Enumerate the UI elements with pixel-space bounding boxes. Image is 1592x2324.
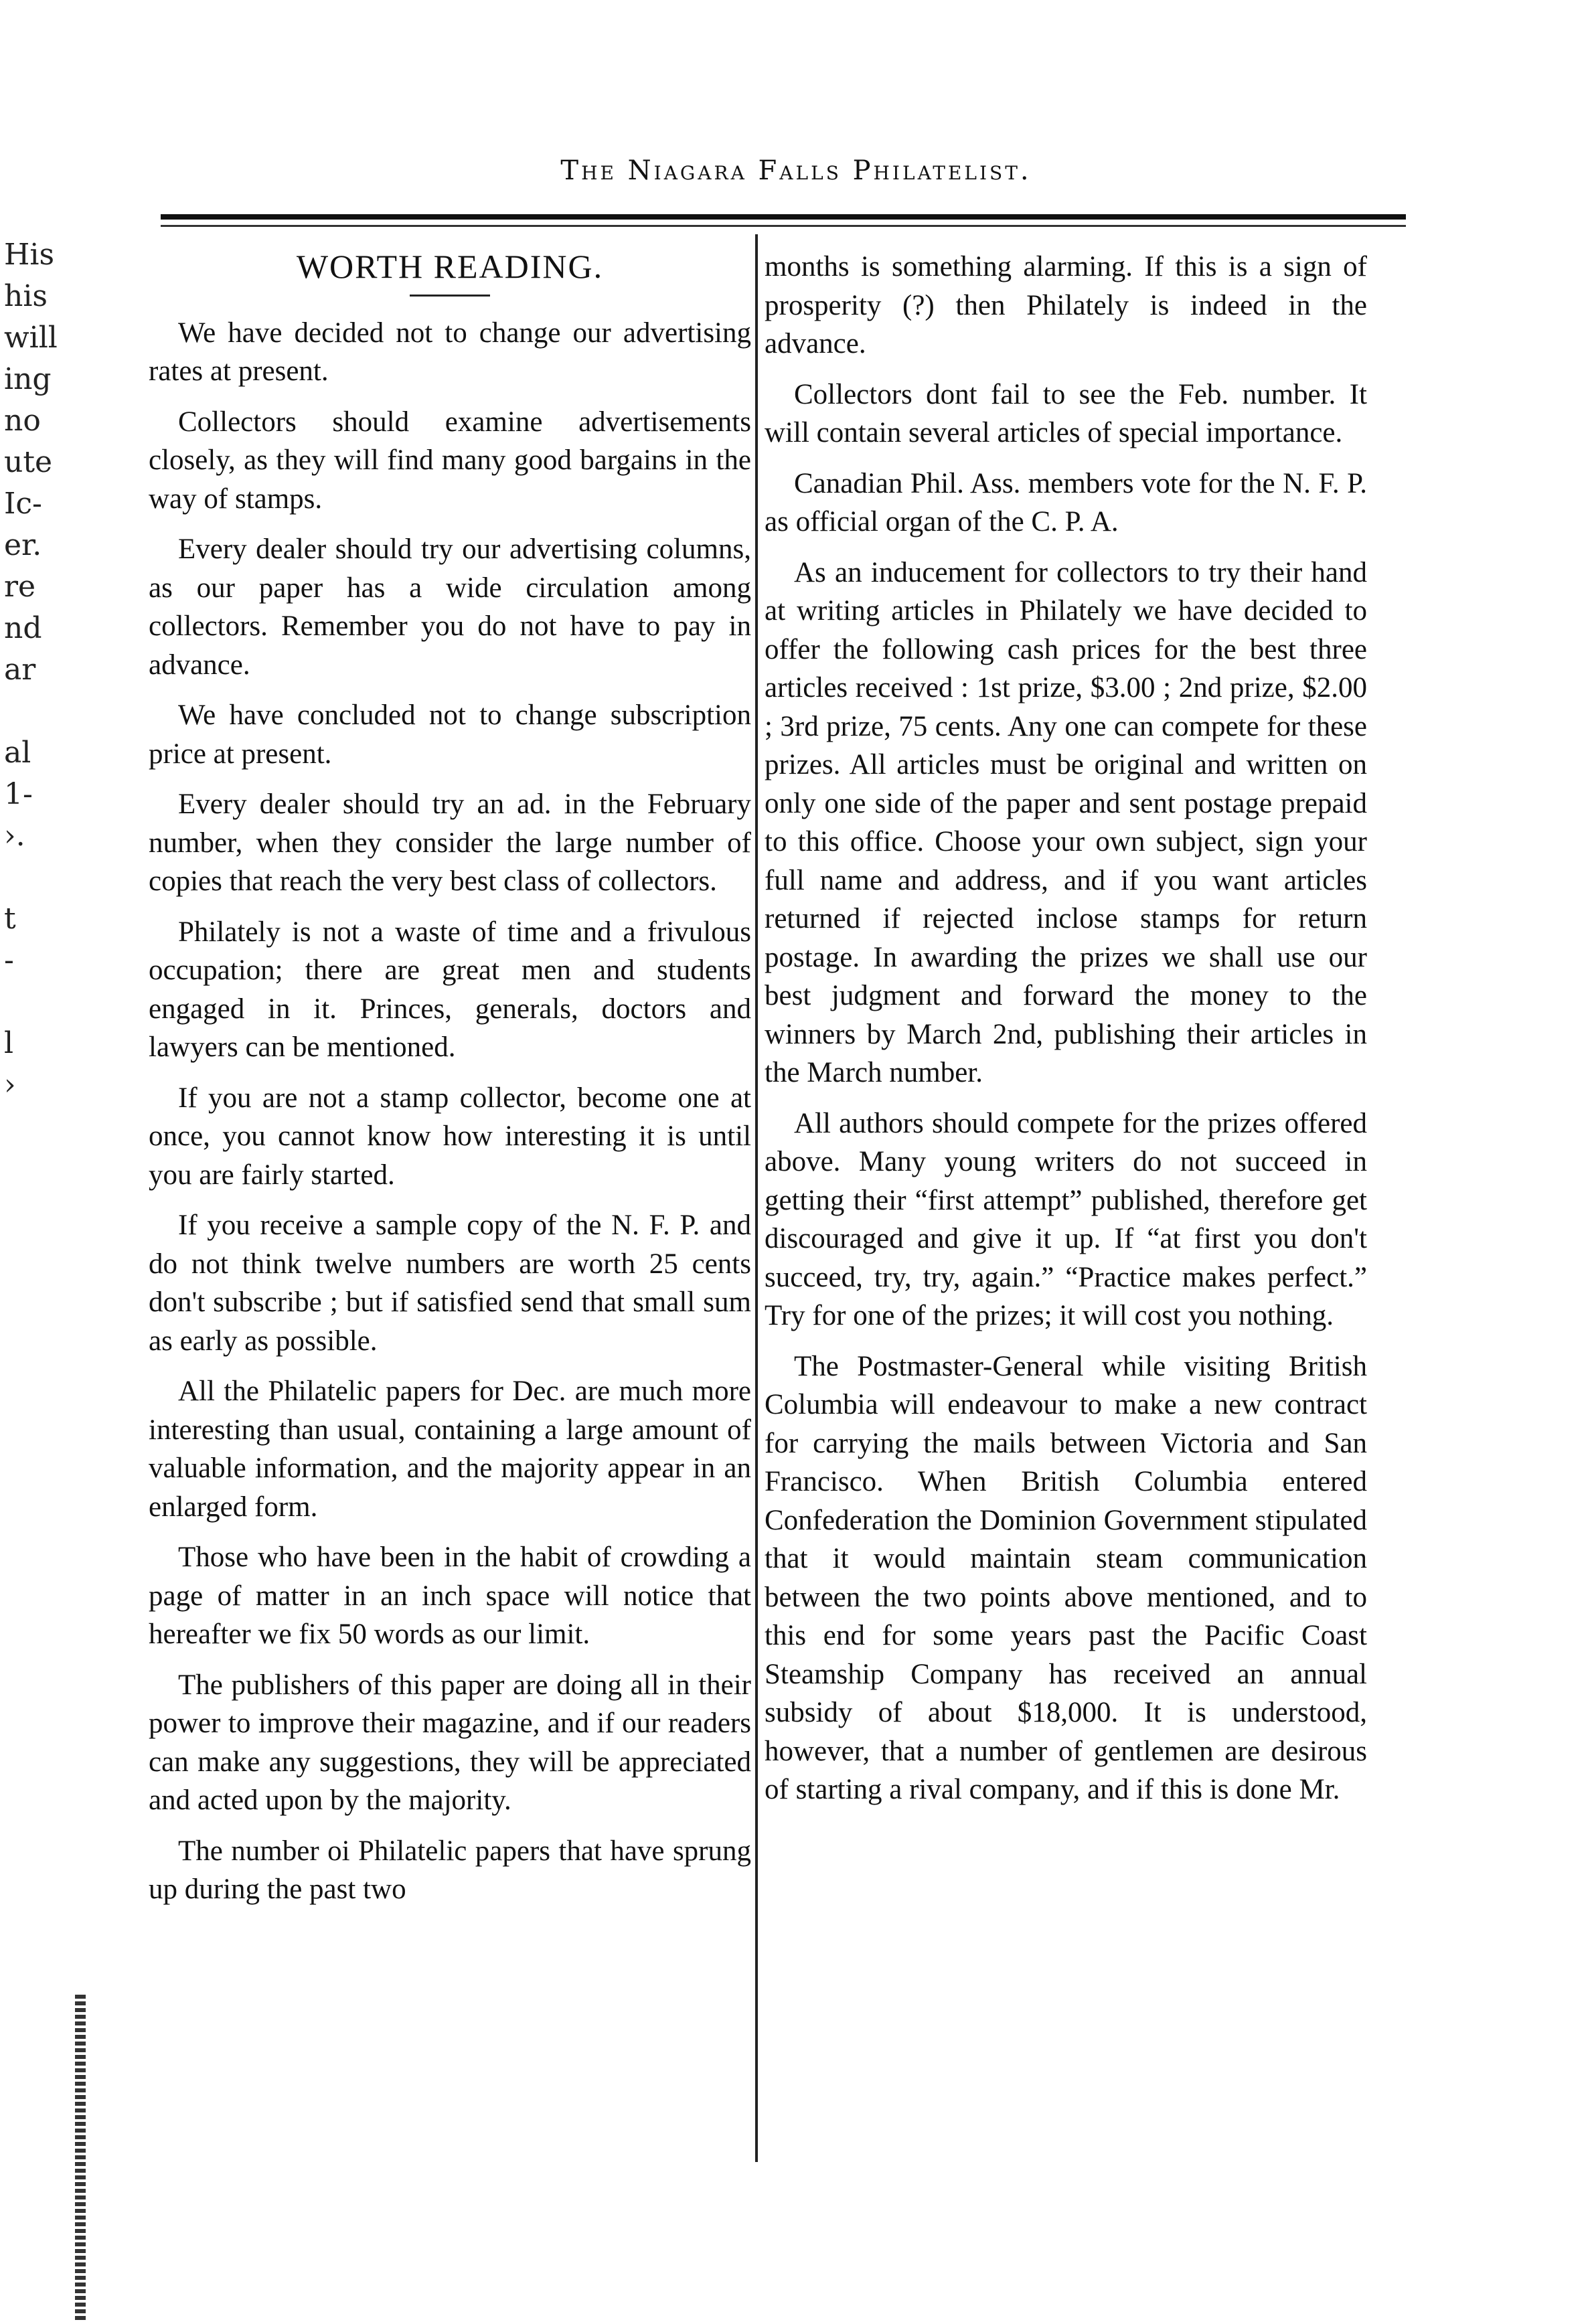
margin-fragment: 1- bbox=[4, 777, 33, 811]
binding-edge bbox=[75, 1995, 86, 2323]
margin-fragment: al bbox=[4, 736, 31, 770]
column-divider bbox=[755, 234, 758, 2162]
paragraph: The number oi Philatelic papers that have sprung up during the past two bbox=[149, 1835, 751, 1905]
paragraph: Philately is not a waste of time and a frivulous occupation; there are great men and students engaged in it. Princes, generals, doctors and lawyers can be mentioned. bbox=[149, 916, 751, 1063]
paragraph: Every dealer should try an ad. in the February number, when they consider the large number of copies that reach the very best class of collectors. bbox=[149, 788, 751, 897]
margin-fragment: t bbox=[4, 902, 16, 936]
margin-fragment: nd bbox=[4, 611, 42, 645]
left-column bbox=[149, 248, 751, 1921]
paragraph: Collectors dont fail to see the Feb. number. It will contain several articles of special importance. bbox=[765, 378, 1367, 448]
header-rule-thick bbox=[161, 214, 1406, 220]
paragraph: If you are not a stamp collector, become one at once, you cannot know how interesting it is until you are fairly started. bbox=[149, 1082, 751, 1191]
paragraph: As an inducement for collectors to try their hand at writing articles in Philately we have decided to offer the following cash prices for the best three articles received : 1st prize, $3.00 ; 2nd prize, $2.00 ; 3rd prize, 75 cents. Any one can compete for these prizes. All articles must be original and written on only one side of the paper and sent postage prepaid to this office. Choose your own subject, sign your full name and address, and if you want articles returned if rejected inclose stamps for return postage. In awarding the prizes we shall use our best judgment and forward the money to the winners by March 2nd, publishing their articles in the March number. bbox=[765, 556, 1367, 1088]
margin-fragment: Ic- bbox=[4, 487, 42, 521]
margin-fragment: ›. bbox=[4, 819, 25, 853]
margin-fragment bbox=[4, 691, 104, 732]
paragraph: If you receive a sample copy of the N. F. P. and do not think twelve numbers are worth 25 cents don't subscribe ; but if satisfied send that small sum as early as possible. bbox=[149, 1210, 751, 1357]
margin-fragment: er. bbox=[4, 528, 42, 562]
margin-fragment bbox=[4, 857, 104, 898]
paragraph: We have concluded not to change subscription price at present. bbox=[149, 699, 751, 770]
paragraph: The Postmaster-General while visiting British Columbia will endeavour to make a new contract for carrying the mails between Victoria and San Francisco. When British Columbia entered Confederation the Dominion Government stipulated that it would maintain steam communication between the two points above mentioned, and to this end for some years past the Pacific Coast Steamship Company has received an annual subsidy of about $18,000. It is understood, however, that a number of gentlemen are desirous of starting a rival company, and if this is done Mr. bbox=[765, 1350, 1367, 1805]
paragraph: Collectors should examine advertisements closely, as they will find many good bargains in the way of stamps. bbox=[149, 406, 751, 515]
margin-fragment bbox=[4, 981, 104, 1023]
margin-fragment: his bbox=[4, 279, 48, 313]
paragraph: Every dealer should try our advertising columns, as our paper has a wide circulation among collectors. Remember you do not have to pay in advance. bbox=[149, 533, 751, 681]
adjacent-page-fragments bbox=[4, 234, 104, 1106]
margin-fragment: l bbox=[4, 1026, 14, 1060]
margin-fragment: ute bbox=[4, 445, 53, 479]
margin-fragment: His bbox=[4, 238, 55, 272]
paragraph: We have decided not to change our advertising rates at present. bbox=[149, 317, 751, 387]
margin-fragment: re bbox=[4, 570, 36, 604]
header-rule-thin bbox=[161, 225, 1406, 227]
section-heading: WORTH READING. bbox=[296, 248, 604, 285]
margin-fragment: › bbox=[4, 1068, 16, 1102]
margin-fragment: no bbox=[4, 404, 41, 438]
margin-fragment: ing bbox=[4, 362, 52, 396]
margin-fragment: will bbox=[4, 321, 58, 355]
right-column bbox=[765, 248, 1367, 1821]
paragraph: Canadian Phil. Ass. members vote for the N. F. P. as official organ of the C. P. A. bbox=[765, 467, 1367, 537]
continued-paragraph: months is something alarming. If this is a sign of prosperity (?) then Philately is indeed in the advance. bbox=[765, 251, 1367, 359]
paragraph: Those who have been in the habit of crowding a page of matter in an inch space will notice that hereafter we fix 50 words as our limit. bbox=[149, 1542, 751, 1650]
margin-fragment: - bbox=[4, 943, 14, 977]
paragraph: All the Philatelic papers for Dec. are much more interesting than usual, containing a large amount of valuable information, and the majority appear in an enlarged form. bbox=[149, 1376, 751, 1523]
paragraph: All authors should compete for the prizes offered above. Many young writers do not succeed in getting their “first attempt” published, therefore get discouraged and give it up. If “at first you don't succeed, try, try, again.” “Practice makes perfect.” Try for one of the prizes; it will cost you nothing. bbox=[765, 1107, 1367, 1331]
heading-rule bbox=[410, 295, 490, 297]
paragraph: The publishers of this paper are doing all in their power to improve their magazine, and if our readers can make any suggestions, they will be appreciated and acted upon by the majority. bbox=[149, 1669, 751, 1816]
margin-fragment: ar bbox=[4, 653, 36, 687]
running-head: The Niagara Falls Philatelist. bbox=[560, 155, 1032, 186]
